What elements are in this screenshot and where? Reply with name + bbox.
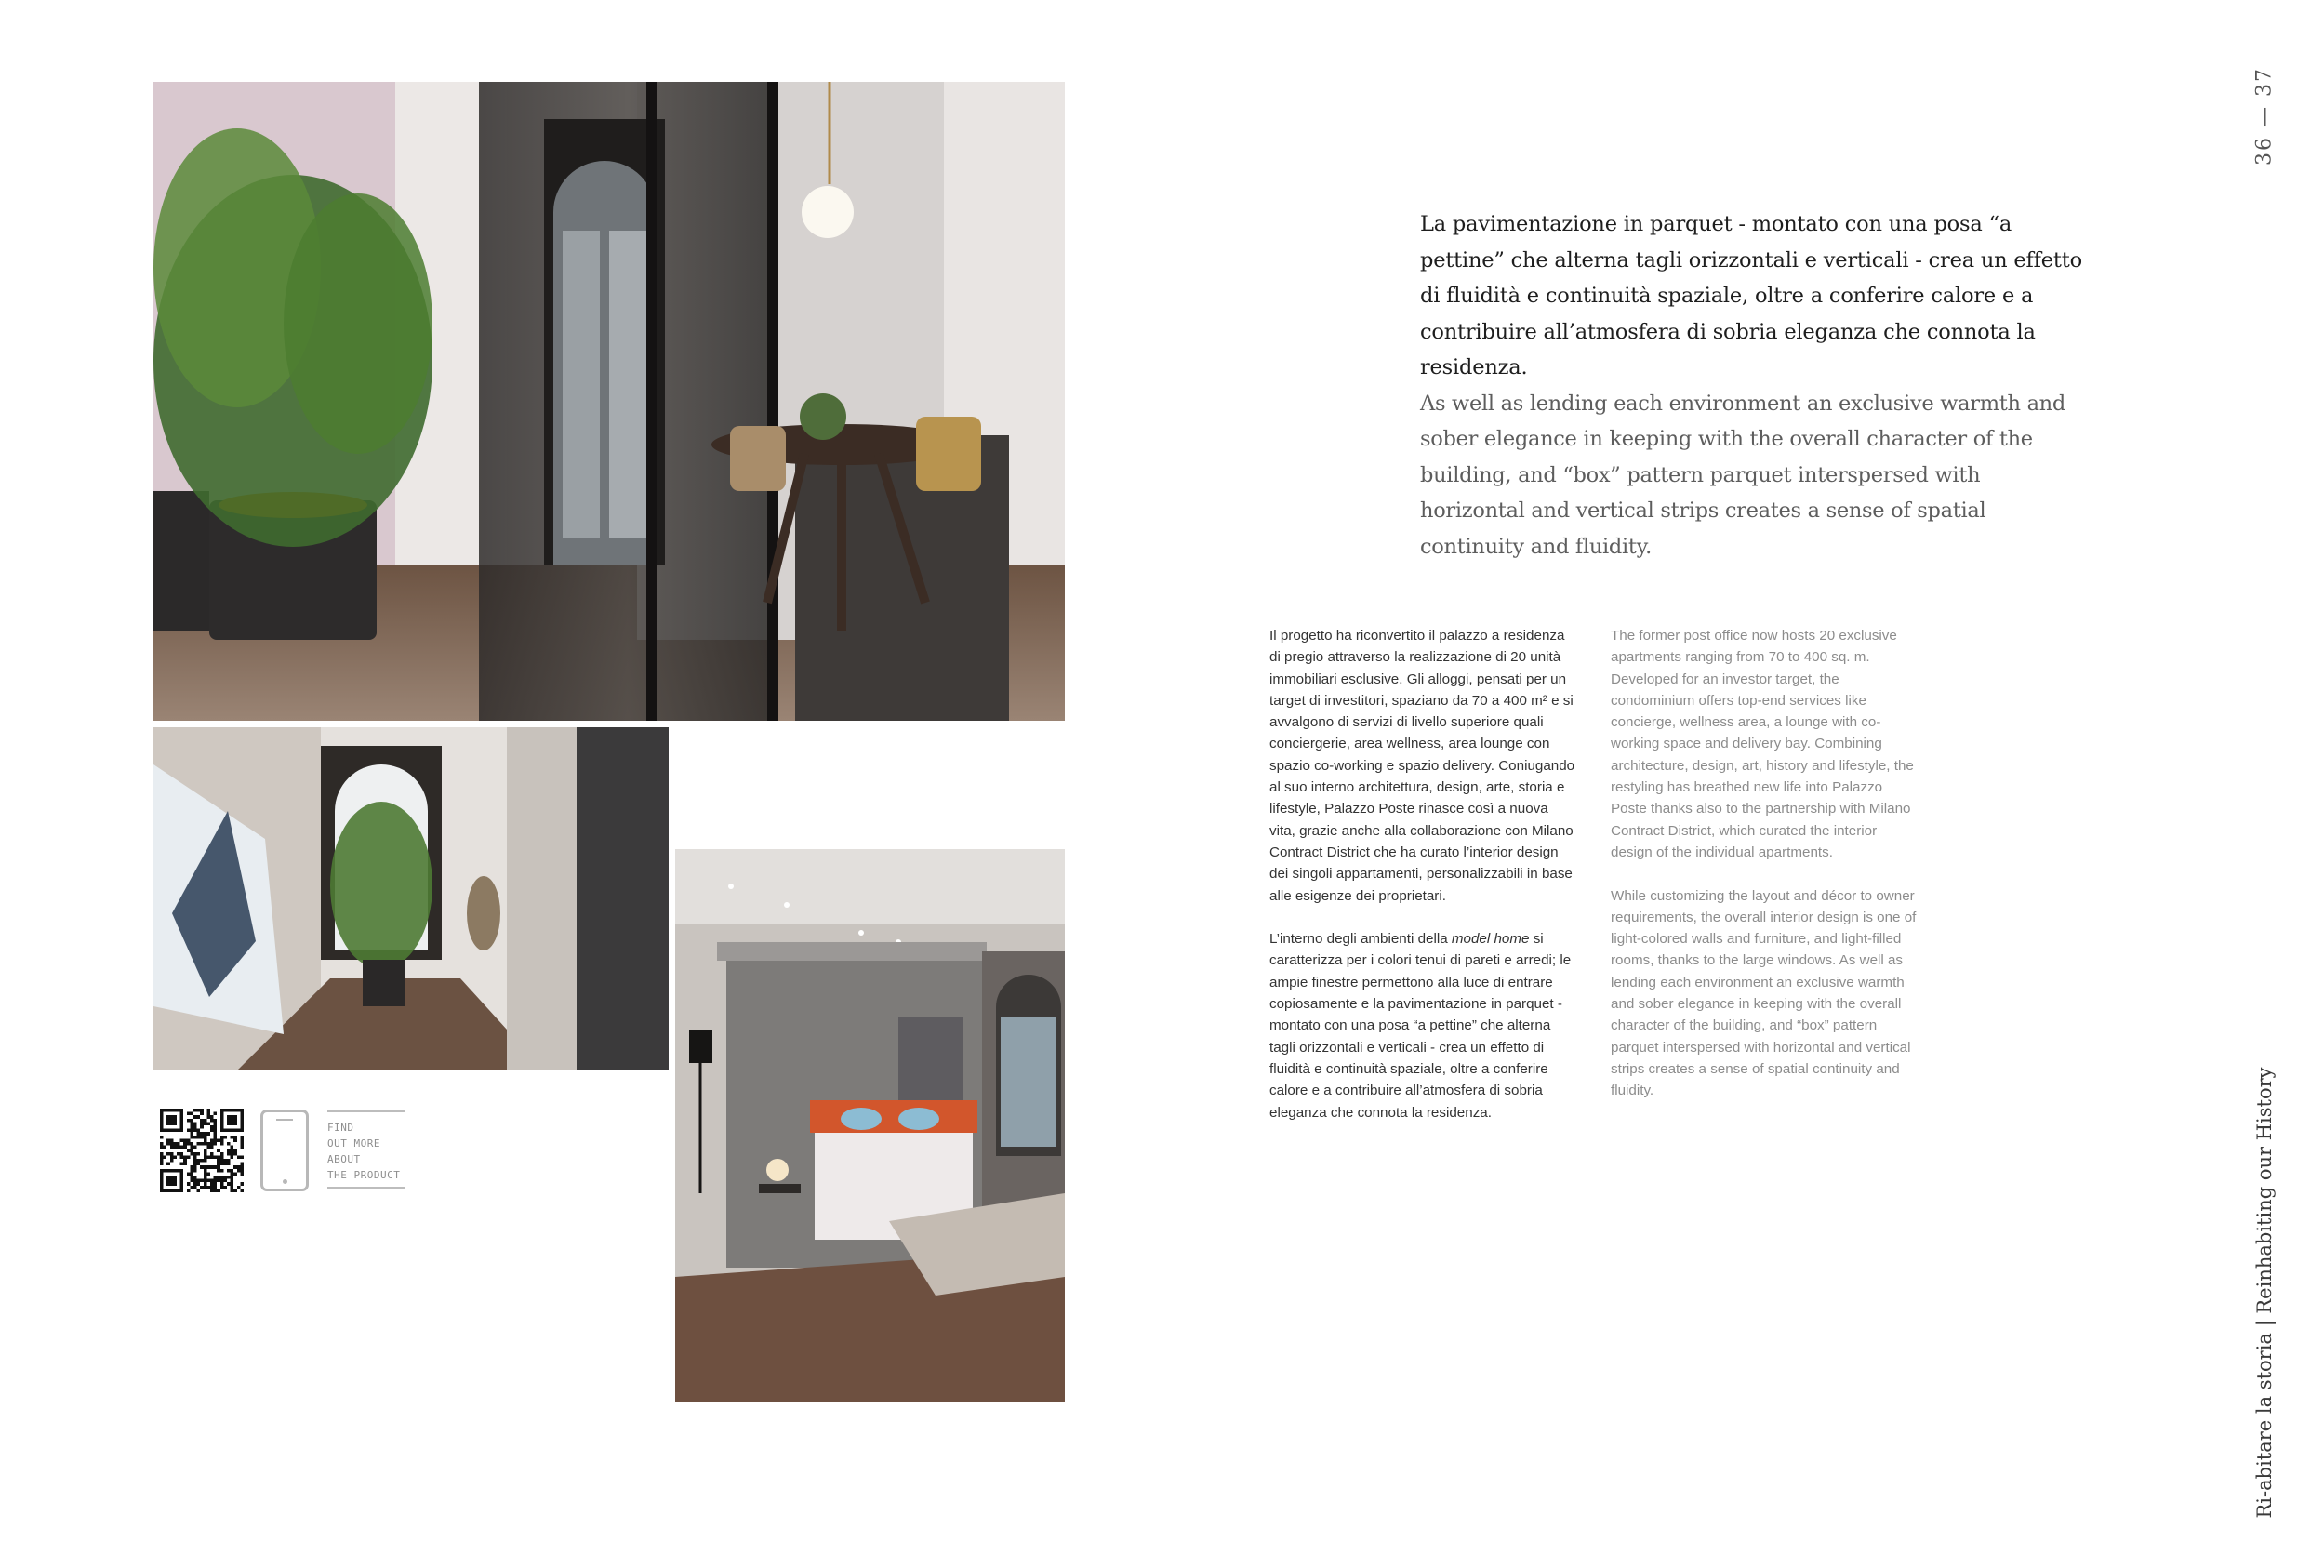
lead-italian: La pavimentazione in parquet - montato con una posa “a pettine” che alterna tagli orizzontali e verticali - crea un effetto di fluidità e continuità spaziale, oltre a conferire calore e a contribuire all’atmosfera di sobria eleganza che connota la residenza. [1420,212,2082,379]
running-title-text: Ri-abitare la storia | Reinhabiting our History [2253,1067,2276,1519]
body-it-paragraph-1: Il progetto ha riconvertito il palazzo a residenza di pregio attraverso la realizzazione di 20 unità immobiliari esclusive. Gli alloggi, pensati per un target di investitori, spaziano da 70 a 400 m² e si avvalgono di servizi di livello superiore quali conciergerie, area wellness, area lounge con spazio co-working e spazio delivery. Coniugando al suo interno architettura, design, arte, storia e lifestyle, Palazzo Poste rinasce così a nuova vita, grazie anche alla collaborazione con Milano Contract District che ha curato l’interior design dei singoli appartamenti, personalizzabili in base alle esigenze dei proprietari. [1269,628,1575,904]
lead-english: As well as lending each environment an exclusive warmth and sober elegance in keeping with the overall character of the building, and “box” pattern parquet interspersed with horizontal and vertical strips creates a sense of spatial continuity and fluidity. [1420,391,2065,559]
running-title [2218,1067,2311,1519]
body-it-paragraph-2 [1269,928,1576,1123]
body-column-english [1611,625,1918,1123]
body-it-p2-italic: model home [1451,931,1530,948]
find-out-more-link[interactable] [327,1110,405,1189]
page-numbers-text: 36 — 37 [2252,67,2277,166]
qr-code[interactable] [160,1109,244,1192]
bedroom-photo [675,849,1065,1402]
body-en-paragraph-1: The former post office now hosts 20 exclusive apartments ranging from 70 to 400 sq. m. Developed for an investor target, the condominium offers top-end services like concierge, wellness area, a lounge with co-working space and delivery bay. Combining architecture, design, art, history and lifestyle, the restyling has breathed new life into Palazzo Poste thanks also to the partnership with Milano Contract District, which curated the interior design of the individual apartments. [1611,628,1914,860]
find-line-2: OUT MORE [327,1137,380,1149]
lead-quote [1420,206,2090,565]
body-it-p2-end: si caratterizza per i colori tenui di pareti e arredi; le ampie finestre permettono alla luce di entrare copiosamente e la pavimentazione in parquet - montato con una posa “a pettine” che alterna tagli orizzontali e verticali - crea un effetto di fluidità e continuità spaziale, oltre a conferire calore e a contribuire all’atmosfera di sobria eleganza che connota la residenza. [1269,931,1572,1121]
body-it-p2-start: L’interno degli ambienti della [1269,931,1452,948]
body-column-italian [1269,625,1576,1145]
smartphone-icon [260,1110,309,1191]
page-numbers [2237,65,2292,167]
body-en-paragraph-2: While customizing the layout and décor to owner requirements, the overall interior design is one of light-colored walls and furniture, and light-filled rooms, thanks to the large windows. As well as lending each environment an exclusive warmth and sober elegance in keeping with the overall character of the building, and “box” pattern parquet interspersed with horizontal and vertical strips creates a sense of spatial continuity and fluidity. [1611,887,1917,1099]
find-line-3: ABOUT [327,1153,361,1165]
hallway-photo [153,727,669,1070]
dining-room-photo [153,82,1065,721]
find-line-1: FIND [327,1122,354,1134]
find-line-4: THE PRODUCT [327,1169,401,1181]
